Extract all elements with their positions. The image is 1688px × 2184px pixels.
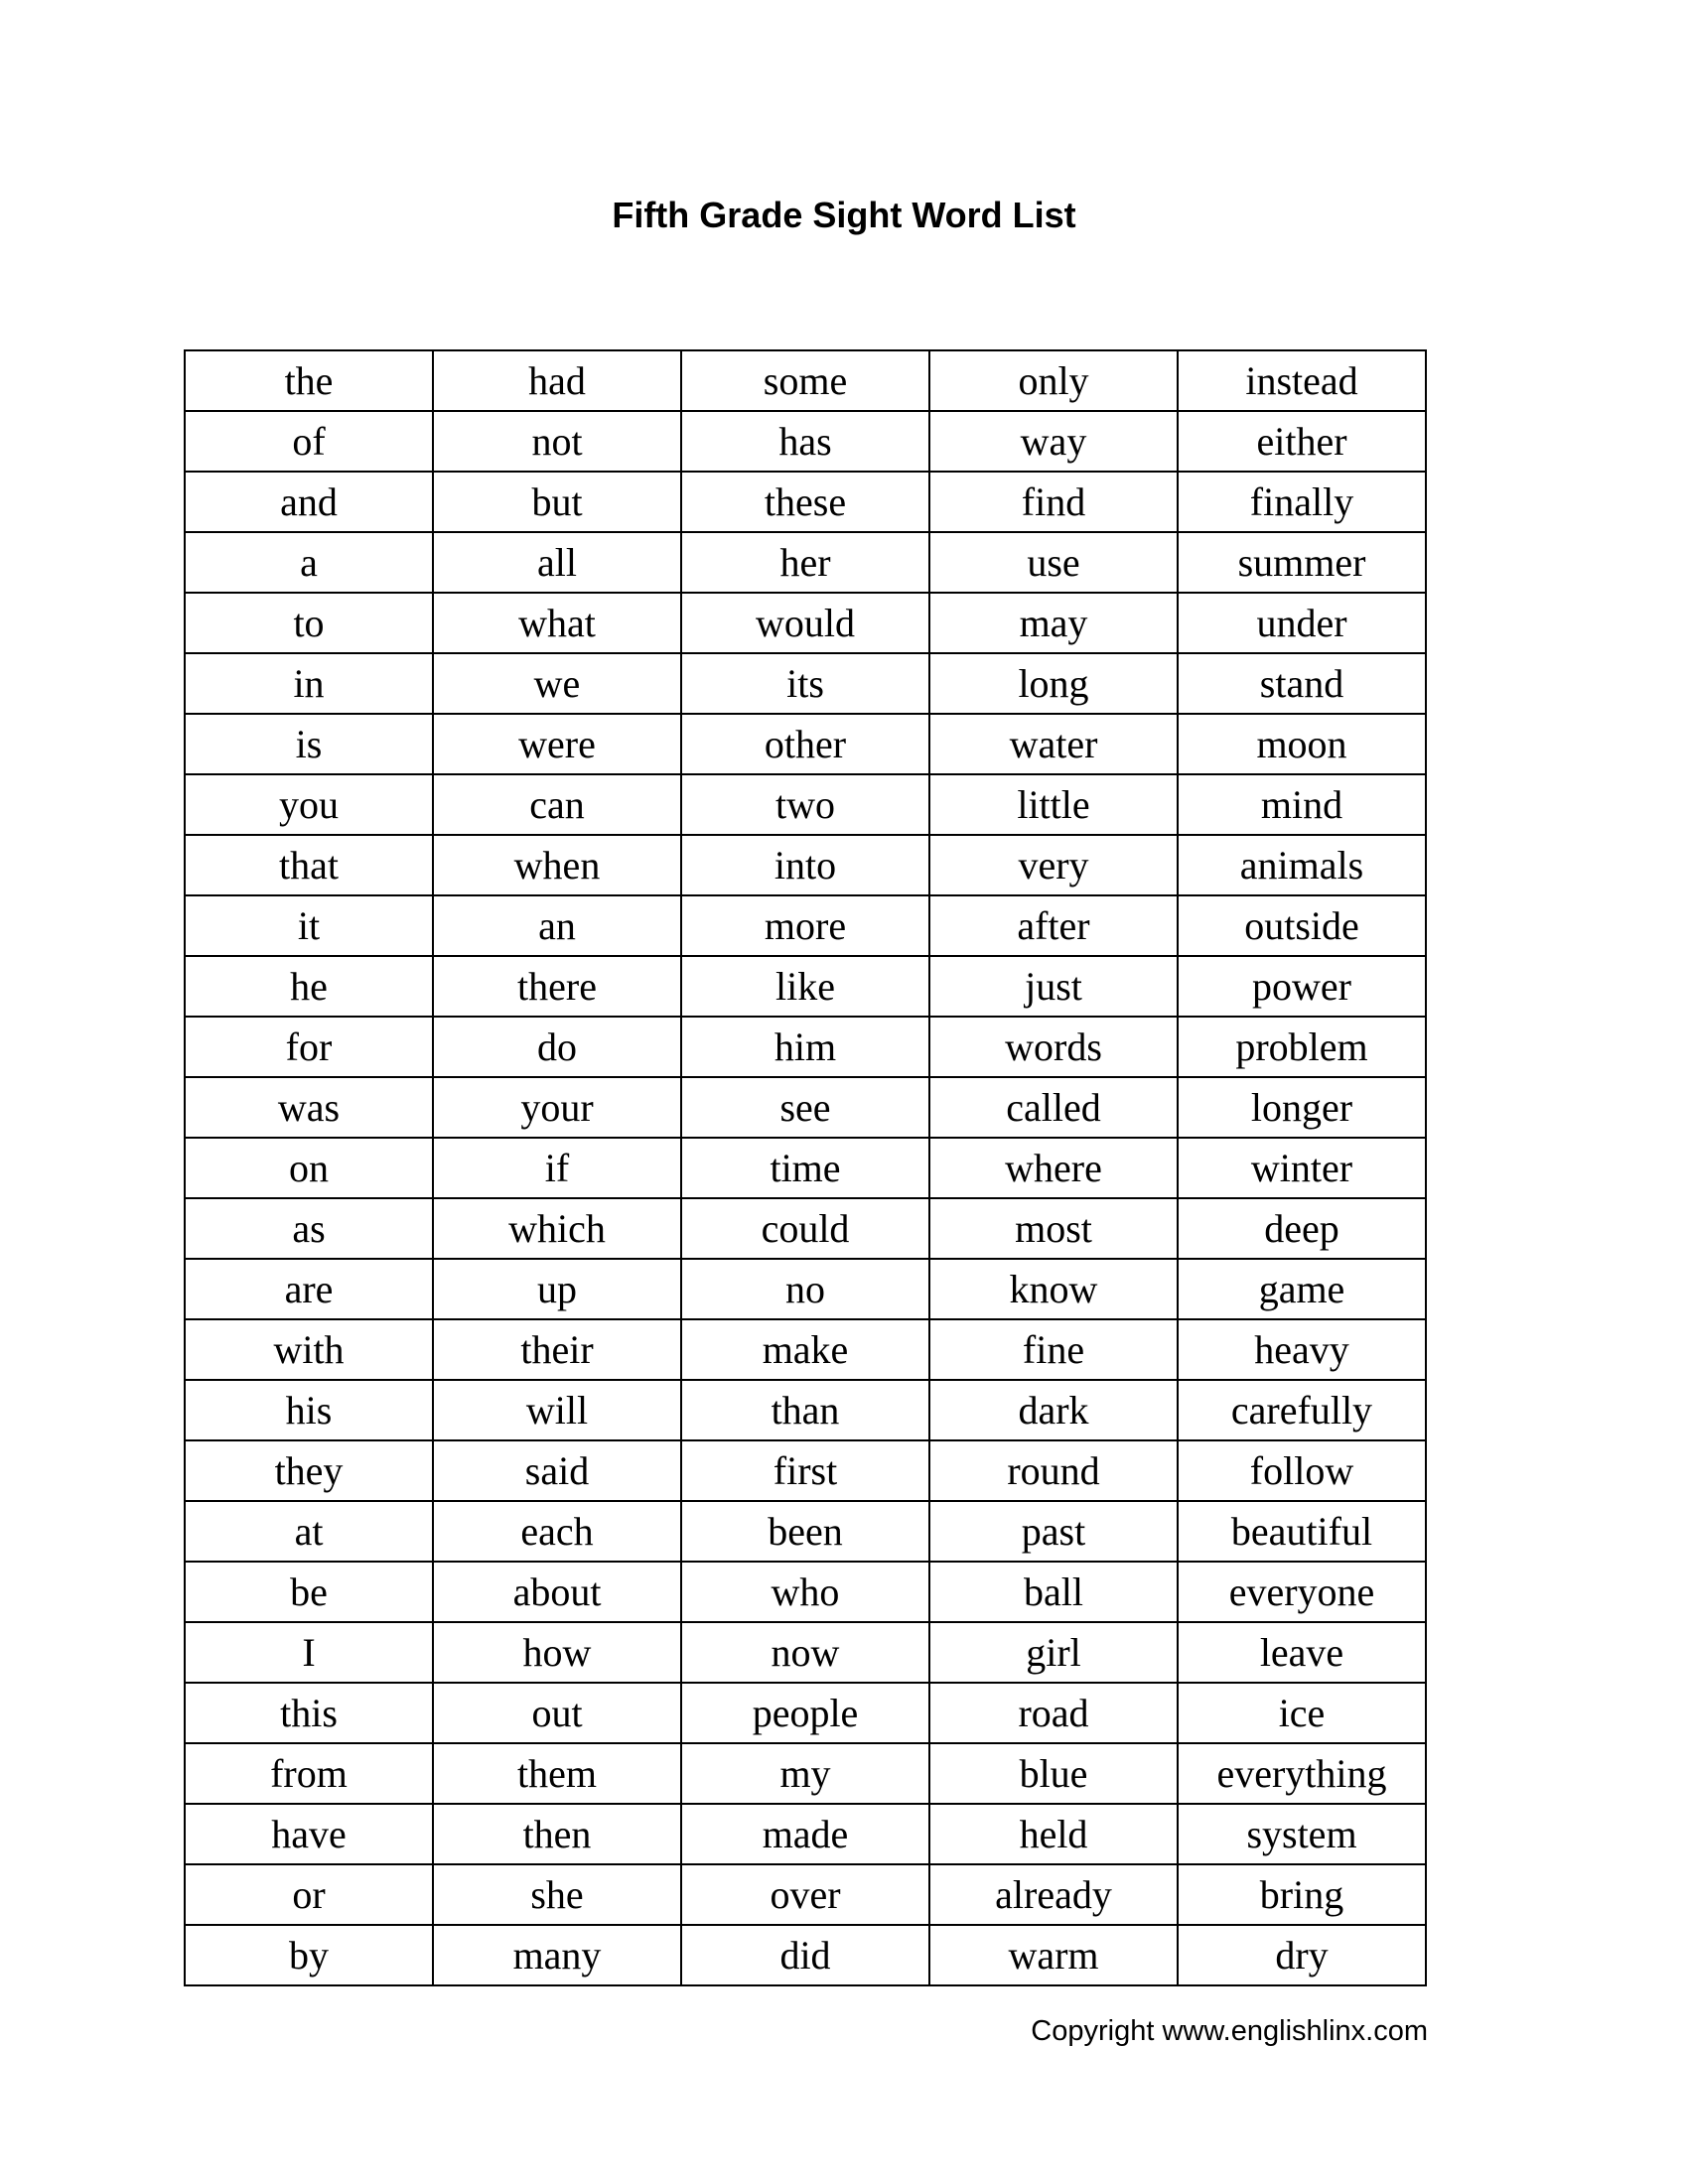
word-cell: her — [681, 532, 929, 593]
word-cell: past — [929, 1501, 1178, 1562]
word-cell: round — [929, 1440, 1178, 1501]
word-cell: his — [185, 1380, 433, 1440]
word-cell: girl — [929, 1622, 1178, 1683]
word-cell: ice — [1178, 1683, 1426, 1743]
word-cell: it — [185, 895, 433, 956]
table-row — [185, 1864, 1426, 1925]
word-cell: instead — [1178, 350, 1426, 411]
word-cell: when — [433, 835, 681, 895]
word-cell: dry — [1178, 1925, 1426, 1985]
word-cell: time — [681, 1138, 929, 1198]
word-cell: other — [681, 714, 929, 774]
word-cell: we — [433, 653, 681, 714]
word-cell: either — [1178, 411, 1426, 472]
word-cell: now — [681, 1622, 929, 1683]
word-cell: to — [185, 593, 433, 653]
word-cell: finally — [1178, 472, 1426, 532]
word-cell: as — [185, 1198, 433, 1259]
word-cell: people — [681, 1683, 929, 1743]
word-cell: water — [929, 714, 1178, 774]
word-cell: carefully — [1178, 1380, 1426, 1440]
table-row — [185, 593, 1426, 653]
word-cell: or — [185, 1864, 433, 1925]
word-cell: your — [433, 1077, 681, 1138]
word-cell: on — [185, 1138, 433, 1198]
word-cell: may — [929, 593, 1178, 653]
word-cell: animals — [1178, 835, 1426, 895]
word-cell: made — [681, 1804, 929, 1864]
table-row — [185, 895, 1426, 956]
word-cell: he — [185, 956, 433, 1017]
word-cell: words — [929, 1017, 1178, 1077]
word-cell: road — [929, 1683, 1178, 1743]
word-cell: their — [433, 1319, 681, 1380]
word-cell: bring — [1178, 1864, 1426, 1925]
table-row — [185, 835, 1426, 895]
word-cell: everything — [1178, 1743, 1426, 1804]
table-row — [185, 1622, 1426, 1683]
word-cell: are — [185, 1259, 433, 1319]
word-cell: than — [681, 1380, 929, 1440]
word-cell: not — [433, 411, 681, 472]
word-cell: leave — [1178, 1622, 1426, 1683]
table-row — [185, 1198, 1426, 1259]
table-row — [185, 1259, 1426, 1319]
page-title: Fifth Grade Sight Word List — [612, 195, 1076, 235]
word-cell: for — [185, 1017, 433, 1077]
table-row — [185, 714, 1426, 774]
word-cell: there — [433, 956, 681, 1017]
table-row — [185, 411, 1426, 472]
word-cell: under — [1178, 593, 1426, 653]
word-cell: everyone — [1178, 1562, 1426, 1622]
word-cell: after — [929, 895, 1178, 956]
word-cell: which — [433, 1198, 681, 1259]
table-row — [185, 1319, 1426, 1380]
word-cell: out — [433, 1683, 681, 1743]
word-cell: only — [929, 350, 1178, 411]
word-cell: blue — [929, 1743, 1178, 1804]
sight-word-table-body — [185, 350, 1426, 1985]
word-cell: each — [433, 1501, 681, 1562]
table-row — [185, 1683, 1426, 1743]
word-cell: over — [681, 1864, 929, 1925]
table-row — [185, 532, 1426, 593]
word-cell: ball — [929, 1562, 1178, 1622]
word-cell: this — [185, 1683, 433, 1743]
word-cell: moon — [1178, 714, 1426, 774]
word-cell: was — [185, 1077, 433, 1138]
word-cell: deep — [1178, 1198, 1426, 1259]
table-row — [185, 653, 1426, 714]
word-cell: system — [1178, 1804, 1426, 1864]
word-cell: can — [433, 774, 681, 835]
word-cell: mind — [1178, 774, 1426, 835]
word-cell: summer — [1178, 532, 1426, 593]
word-cell: but — [433, 472, 681, 532]
word-cell: these — [681, 472, 929, 532]
word-cell: little — [929, 774, 1178, 835]
table-row — [185, 1440, 1426, 1501]
word-cell: has — [681, 411, 929, 472]
word-cell: my — [681, 1743, 929, 1804]
table-row — [185, 1017, 1426, 1077]
word-cell: a — [185, 532, 433, 593]
word-cell: long — [929, 653, 1178, 714]
table-row — [185, 774, 1426, 835]
word-cell: heavy — [1178, 1319, 1426, 1380]
sight-word-table — [184, 349, 1427, 1986]
word-cell: by — [185, 1925, 433, 1985]
word-cell: have — [185, 1804, 433, 1864]
word-cell: will — [433, 1380, 681, 1440]
word-cell: two — [681, 774, 929, 835]
table-row — [185, 1077, 1426, 1138]
word-cell: stand — [1178, 653, 1426, 714]
word-cell: you — [185, 774, 433, 835]
word-cell: is — [185, 714, 433, 774]
word-cell: use — [929, 532, 1178, 593]
word-cell: fine — [929, 1319, 1178, 1380]
word-cell: up — [433, 1259, 681, 1319]
word-cell: of — [185, 411, 433, 472]
word-cell: its — [681, 653, 929, 714]
word-cell: been — [681, 1501, 929, 1562]
table-row — [185, 350, 1426, 411]
word-cell: him — [681, 1017, 929, 1077]
word-cell: from — [185, 1743, 433, 1804]
word-cell: how — [433, 1622, 681, 1683]
word-cell: more — [681, 895, 929, 956]
word-cell: outside — [1178, 895, 1426, 956]
word-cell: just — [929, 956, 1178, 1017]
word-cell: with — [185, 1319, 433, 1380]
table-row — [185, 1925, 1426, 1985]
word-cell: see — [681, 1077, 929, 1138]
word-cell: and — [185, 472, 433, 532]
word-cell: know — [929, 1259, 1178, 1319]
word-cell: follow — [1178, 1440, 1426, 1501]
word-cell: had — [433, 350, 681, 411]
word-cell: do — [433, 1017, 681, 1077]
word-cell: all — [433, 532, 681, 593]
word-cell: way — [929, 411, 1178, 472]
table-row — [185, 1501, 1426, 1562]
word-cell: into — [681, 835, 929, 895]
word-cell: at — [185, 1501, 433, 1562]
word-cell: were — [433, 714, 681, 774]
word-cell: she — [433, 1864, 681, 1925]
word-cell: warm — [929, 1925, 1178, 1985]
word-cell: what — [433, 593, 681, 653]
word-cell: would — [681, 593, 929, 653]
table-row — [185, 1804, 1426, 1864]
word-cell: could — [681, 1198, 929, 1259]
word-cell: find — [929, 472, 1178, 532]
word-cell: longer — [1178, 1077, 1426, 1138]
word-cell: who — [681, 1562, 929, 1622]
word-cell: most — [929, 1198, 1178, 1259]
word-cell: them — [433, 1743, 681, 1804]
word-cell: make — [681, 1319, 929, 1380]
word-cell: already — [929, 1864, 1178, 1925]
word-cell: the — [185, 350, 433, 411]
word-cell: I — [185, 1622, 433, 1683]
table-row — [185, 1138, 1426, 1198]
word-cell: many — [433, 1925, 681, 1985]
word-cell: said — [433, 1440, 681, 1501]
word-cell: beautiful — [1178, 1501, 1426, 1562]
word-cell: be — [185, 1562, 433, 1622]
table-row — [185, 956, 1426, 1017]
word-cell: held — [929, 1804, 1178, 1864]
word-cell: that — [185, 835, 433, 895]
word-cell: like — [681, 956, 929, 1017]
word-cell: then — [433, 1804, 681, 1864]
word-cell: if — [433, 1138, 681, 1198]
word-cell: where — [929, 1138, 1178, 1198]
word-cell: they — [185, 1440, 433, 1501]
word-cell: power — [1178, 956, 1426, 1017]
word-cell: did — [681, 1925, 929, 1985]
word-cell: no — [681, 1259, 929, 1319]
copyright-text: Copyright www.englishlinx.com — [1031, 2015, 1428, 2047]
table-row — [185, 1562, 1426, 1622]
word-cell: about — [433, 1562, 681, 1622]
word-cell: winter — [1178, 1138, 1426, 1198]
table-row — [185, 472, 1426, 532]
word-cell: an — [433, 895, 681, 956]
table-row — [185, 1380, 1426, 1440]
word-cell: called — [929, 1077, 1178, 1138]
word-cell: problem — [1178, 1017, 1426, 1077]
word-cell: some — [681, 350, 929, 411]
table-row — [185, 1743, 1426, 1804]
word-cell: first — [681, 1440, 929, 1501]
word-cell: very — [929, 835, 1178, 895]
word-cell: dark — [929, 1380, 1178, 1440]
word-cell: in — [185, 653, 433, 714]
word-cell: game — [1178, 1259, 1426, 1319]
